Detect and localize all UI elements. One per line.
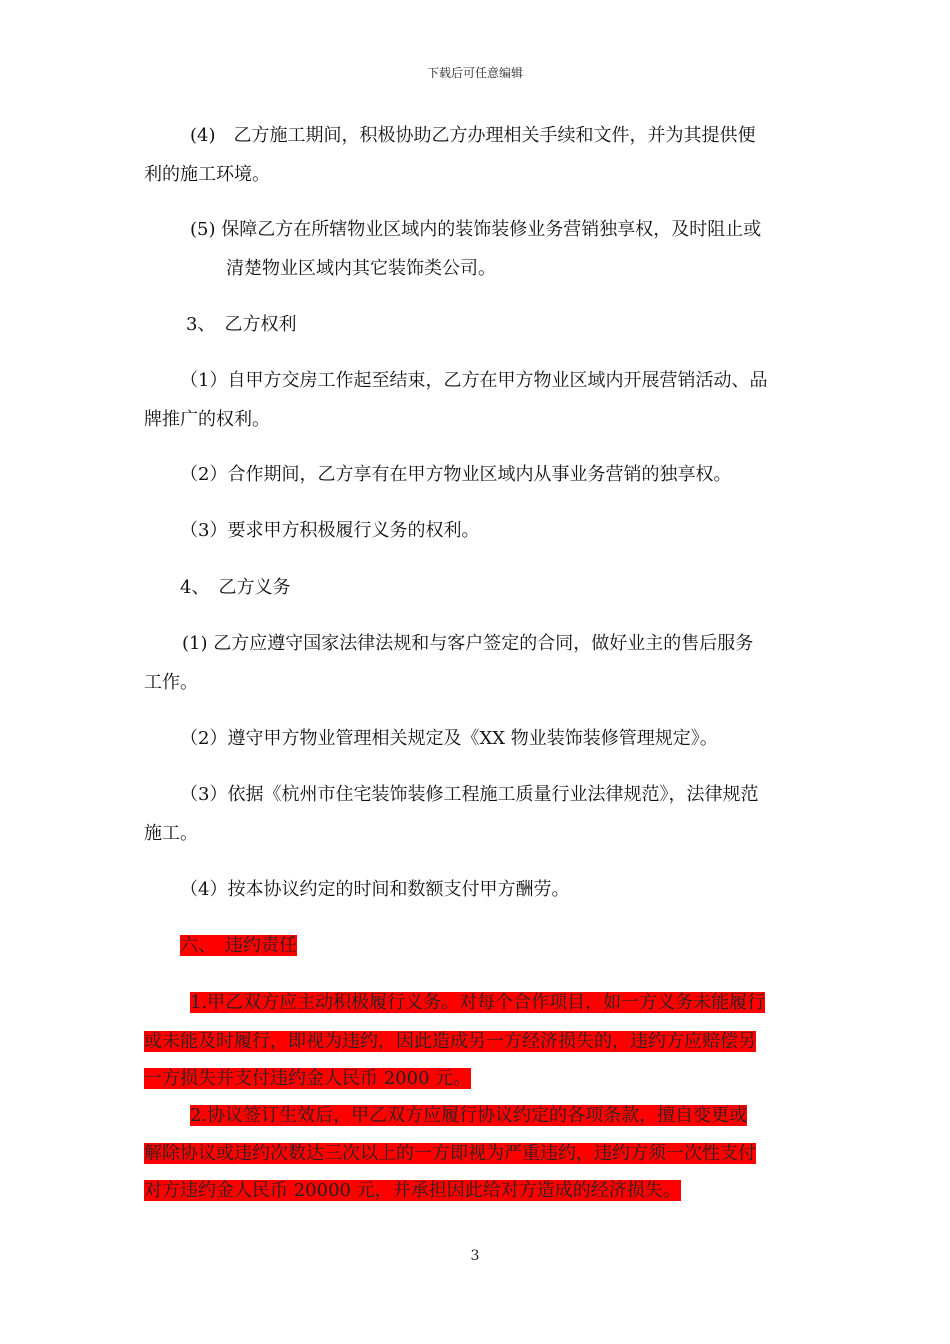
right-1-line-2: 牌推广的权利。 [144, 409, 270, 430]
clause-4-line-2: 利的施工环境。 [144, 164, 270, 185]
breach-2-line-2: 解除协议或违约次数达三次以上的一方即视为严重违约，违约方须一次性支付 [144, 1143, 756, 1164]
breach-1-line-2: 或未能及时履行，即视为违约，因此造成另一方经济损失的，违约方应赔偿另 [144, 1031, 756, 1052]
obligation-3-line-1: （3）依据《杭州市住宅装饰装修工程施工质量行业法律规范》，法律规范 [180, 784, 759, 805]
clause-5-line-2: 清楚物业区域内其它装饰类公司。 [226, 258, 496, 279]
page-header: 下载后可任意编辑 [426, 66, 523, 80]
right-1-line-1: （1）自甲方交房工作起至结束，乙方在甲方物业区域内开展营销活动、品 [180, 370, 768, 391]
obligation-4: （4）按本协议约定的时间和数额支付甲方酬劳。 [180, 879, 570, 900]
clause-4-line-1: (4) 乙方施工期间，积极协助乙方办理相关手续和文件，并为其提供便 [190, 125, 756, 146]
obligation-3-line-2: 施工。 [144, 823, 198, 844]
obligation-1-line-1: (1) 乙方应遵守国家法律法规和与客户签定的合同，做好业主的售后服务 [182, 633, 754, 654]
obligation-2: （2）遵守甲方物业管理相关规定及《XX 物业装饰装修管理规定》。 [180, 728, 718, 749]
section-3-heading: 3、 乙方权利 [186, 314, 297, 335]
obligation-1-line-2: 工作。 [144, 672, 198, 693]
clause-5-line-1: (5) 保障乙方在所辖物业区域内的装饰装修业务营销独享权，及时阻止或 [190, 219, 762, 240]
breach-1-line-1: 1.甲乙双方应主动积极履行义务。对每个合作项目，如一方义务未能履行 [190, 992, 766, 1013]
section-4-heading: 4、 乙方义务 [180, 577, 291, 598]
section-6-heading: 六、 违约责任 [180, 935, 297, 956]
breach-1-line-3: 一方损失并支付违约金人民币 2000 元。 [144, 1068, 472, 1089]
breach-2-line-1: 2.协议签订生效后，甲乙双方应履行协议约定的各项条款，擅自变更或 [190, 1105, 748, 1126]
page-number: 3 [470, 1248, 480, 1264]
breach-2-line-3: 对方违约金人民币 20000 元，并承担因此给对方造成的经济损失。 [144, 1180, 681, 1201]
right-3: （3）要求甲方积极履行义务的权利。 [180, 520, 480, 541]
right-2: （2）合作期间，乙方享有在甲方物业区域内从事业务营销的独享权。 [180, 464, 732, 485]
